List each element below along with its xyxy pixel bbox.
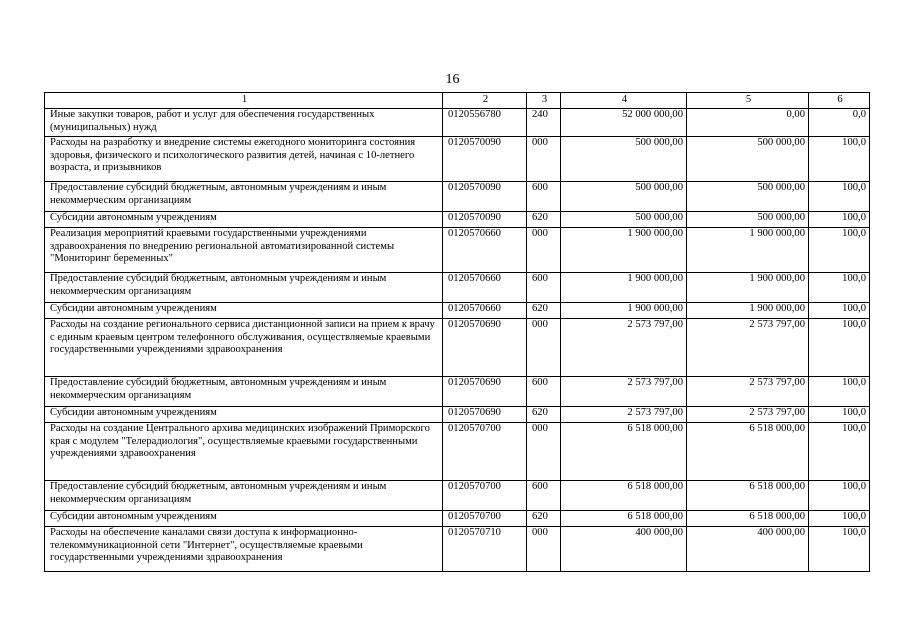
row-description: Субсидии автономным учреждениям [45,303,443,319]
row-planned: 6 518 000,00 [561,423,687,481]
row-executed: 6 518 000,00 [687,423,809,481]
row-expense-type: 240 [527,109,561,137]
row-expense-type: 000 [527,319,561,377]
table-row [45,423,870,481]
row-target-code: 0120570660 [443,303,527,319]
row-expense-type: 600 [527,377,561,407]
row-percent: 100,0 [809,407,870,423]
table-row [45,212,870,228]
row-description: Иные закупки товаров, работ и услуг для обеспечения государственных (муниципальных) нужд [45,109,443,137]
row-target-code: 0120570090 [443,182,527,212]
row-planned: 400 000,00 [561,527,687,572]
row-expense-type: 000 [527,228,561,273]
row-executed: 6 518 000,00 [687,511,809,527]
row-percent: 100,0 [809,228,870,273]
row-target-code: 0120570090 [443,137,527,182]
row-percent: 100,0 [809,423,870,481]
row-executed: 0,00 [687,109,809,137]
row-target-code: 0120570690 [443,407,527,423]
table-row [45,109,870,137]
row-percent: 100,0 [809,319,870,377]
row-planned: 6 518 000,00 [561,481,687,511]
row-description: Расходы на разработку и внедрение системы ежегодного мониторинга состояния здоровья, физического и психологического развития детей, начиная с 10-летнего возраста, и призывников [45,137,443,182]
header-col-5: 5 [687,93,809,109]
row-executed: 500 000,00 [687,212,809,228]
row-percent: 100,0 [809,527,870,572]
row-percent: 100,0 [809,481,870,511]
row-percent: 100,0 [809,137,870,182]
row-planned: 500 000,00 [561,137,687,182]
row-percent: 100,0 [809,511,870,527]
row-expense-type: 600 [527,273,561,303]
row-description: Субсидии автономным учреждениям [45,212,443,228]
row-description: Расходы на создание Центрального архива медицинских изображений Приморского края с модулем "Телерадиология", осуществляемые краевыми государственными учреждениями здравоохранения [45,423,443,481]
table-row [45,137,870,182]
row-percent: 100,0 [809,182,870,212]
row-percent: 100,0 [809,377,870,407]
header-row [45,93,870,109]
table-row [45,481,870,511]
row-executed: 6 518 000,00 [687,481,809,511]
table-row [45,527,870,572]
row-planned: 1 900 000,00 [561,273,687,303]
row-expense-type: 600 [527,182,561,212]
header-col-1: 1 [45,93,443,109]
row-expense-type: 000 [527,137,561,182]
table-row [45,511,870,527]
row-executed: 2 573 797,00 [687,407,809,423]
row-expense-type: 620 [527,511,561,527]
row-percent: 100,0 [809,212,870,228]
row-expense-type: 620 [527,407,561,423]
row-planned: 1 900 000,00 [561,228,687,273]
row-executed: 2 573 797,00 [687,319,809,377]
row-description: Предоставление субсидий бюджетным, автономным учреждениям и иным некоммерческим организациям [45,182,443,212]
header-col-3: 3 [527,93,561,109]
header-col-4: 4 [561,93,687,109]
header-col-2: 2 [443,93,527,109]
row-planned: 2 573 797,00 [561,319,687,377]
row-planned: 1 900 000,00 [561,303,687,319]
row-percent: 100,0 [809,273,870,303]
row-executed: 500 000,00 [687,137,809,182]
row-executed: 500 000,00 [687,182,809,212]
row-description: Предоставление субсидий бюджетным, автономным учреждениям и иным некоммерческим организациям [45,481,443,511]
budget-table [44,92,870,572]
row-target-code: 0120570690 [443,319,527,377]
row-planned: 500 000,00 [561,212,687,228]
table-row [45,182,870,212]
row-executed: 2 573 797,00 [687,377,809,407]
row-executed: 1 900 000,00 [687,303,809,319]
row-target-code: 0120570700 [443,481,527,511]
table-row [45,319,870,377]
row-description: Предоставление субсидий бюджетным, автономным учреждениям и иным некоммерческим организациям [45,273,443,303]
row-target-code: 0120556780 [443,109,527,137]
row-executed: 1 900 000,00 [687,228,809,273]
row-target-code: 0120570660 [443,228,527,273]
header-col-6: 6 [809,93,870,109]
row-expense-type: 620 [527,212,561,228]
row-target-code: 0120570690 [443,377,527,407]
row-percent: 0,0 [809,109,870,137]
row-target-code: 0120570700 [443,423,527,481]
row-description: Расходы на обеспечение каналами связи доступа к информационно-телекоммуникационной сети "Интернет", осуществляемые краевыми государственными учреждениями здравоохранения [45,527,443,572]
table-row [45,273,870,303]
row-description: Расходы на создание регионального сервиса дистанционной записи на прием к врачу с единым краевым центром телефонного обслуживания, осуществляемые краевыми государственными учреждениями здравоохранения [45,319,443,377]
row-executed: 1 900 000,00 [687,273,809,303]
row-planned: 2 573 797,00 [561,407,687,423]
row-planned: 500 000,00 [561,182,687,212]
row-executed: 400 000,00 [687,527,809,572]
row-expense-type: 000 [527,423,561,481]
row-target-code: 0120570710 [443,527,527,572]
row-target-code: 0120570660 [443,273,527,303]
table-row [45,377,870,407]
row-planned: 52 000 000,00 [561,109,687,137]
table-row [45,228,870,273]
row-expense-type: 620 [527,303,561,319]
row-description: Субсидии автономным учреждениям [45,511,443,527]
row-description: Субсидии автономным учреждениям [45,407,443,423]
row-expense-type: 000 [527,527,561,572]
row-planned: 6 518 000,00 [561,511,687,527]
row-description: Предоставление субсидий бюджетным, автономным учреждениям и иным некоммерческим организациям [45,377,443,407]
table-row [45,407,870,423]
row-target-code: 0120570090 [443,212,527,228]
row-percent: 100,0 [809,303,870,319]
page-number: 16 [445,72,460,87]
row-planned: 2 573 797,00 [561,377,687,407]
row-description: Реализация мероприятий краевыми государственными учреждениями здравоохранения по внедрению региональной автоматизированной системы "Мониторинг беременных" [45,228,443,273]
row-expense-type: 600 [527,481,561,511]
row-target-code: 0120570700 [443,511,527,527]
table-row [45,303,870,319]
